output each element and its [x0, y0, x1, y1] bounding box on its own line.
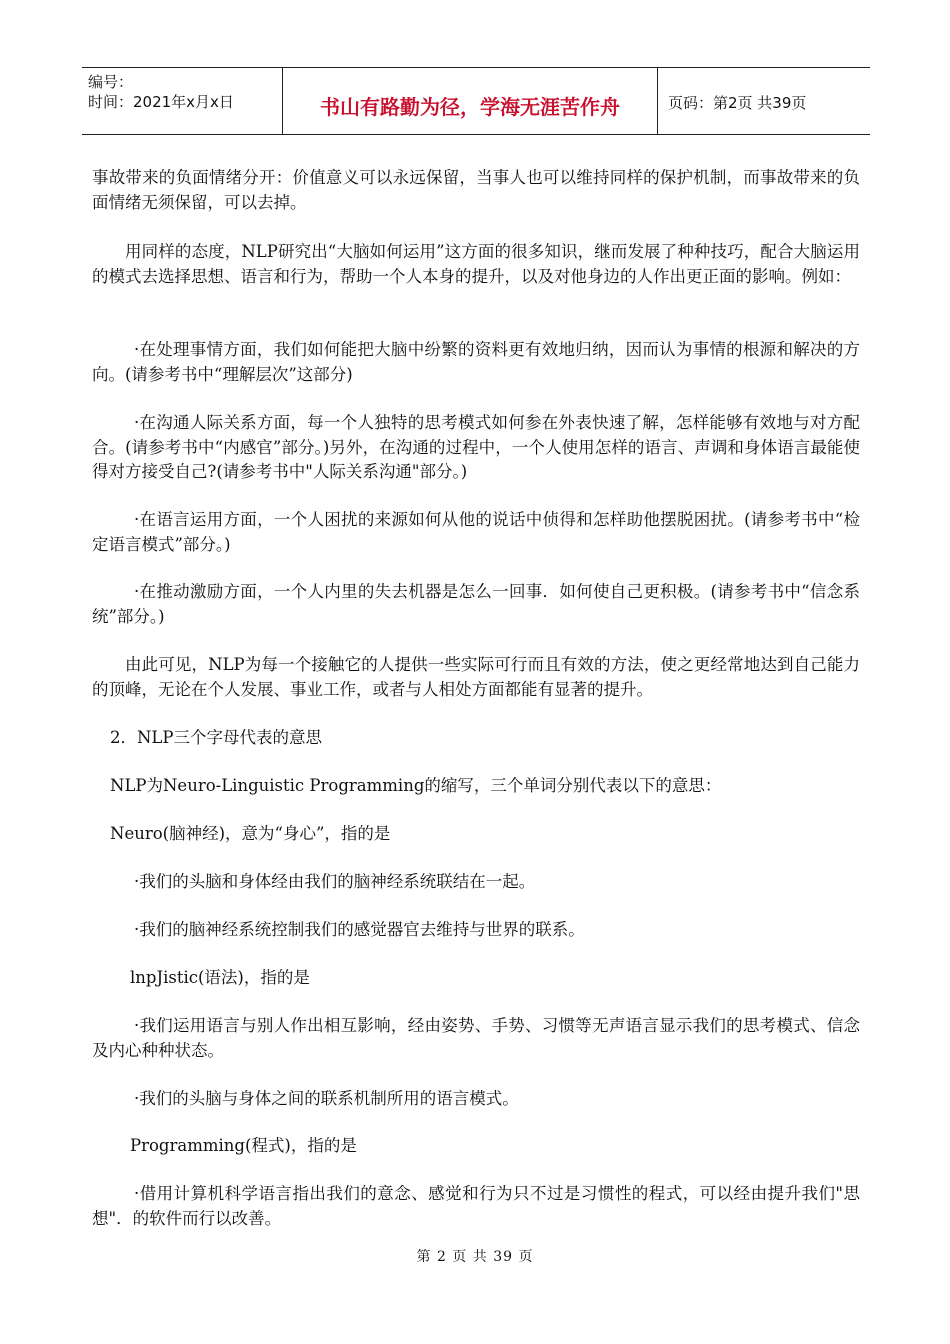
bullet-paragraph: ·借用计算机科学语言指出我们的意念、感觉和行为只不过是习惯性的程式，可以经由提升我们"思想"．的软件而行以改善。 — [92, 1184, 860, 1228]
bullet-paragraph: ·我们的脑神经系统控制我们的感觉器官去维持与世界的联系。 — [134, 920, 585, 939]
header-motto: 书山有路勤为径，学海无涯苦作舟 — [283, 68, 658, 134]
bullet-paragraph: ·在推动激励方面，一个人内里的失去机器是怎么一回事．如何使自己更积极。(请参考书中“信念系统”部分。) — [92, 582, 860, 626]
page-footer: 第 2 页 共 39 页 — [416, 1249, 534, 1265]
bullet-paragraph: ·在沟通人际关系方面，每一个人独特的思考模式如何参在外表快速了解，怎样能够有效地与对方配合。(请参考书中“内感官”部分。)另外，在沟通的过程中，一个人使用怎样的语言、声调和身体语言最能使得对方接受自己?(请参考书中"人际关系沟通"部分。) — [92, 413, 860, 481]
header-meta — [82, 68, 283, 134]
term-heading: Programming(程式)，指的是 — [130, 1136, 357, 1155]
bullet-paragraph: ·我们运用语言与别人作出相互影响，经由姿势、手势、习惯等无声语言显示我们的思考模式、信念及内心种种状态。 — [92, 1016, 860, 1060]
document-time-label: 时间：2021年x月x日 — [88, 93, 234, 111]
document-number-label: 编号： — [88, 73, 134, 91]
paragraph: 由此可见，NLP为每一个接触它的人提供一些实际可行而且有效的方法，使之更经常地达到自己能力的顶峰，无论在个人发展、事业工作，或者与人相处方面都能有显著的提升。 — [92, 655, 860, 699]
paragraph: 用同样的态度，NLP研究出“大脑如何运用”这方面的很多知识，继而发展了种种技巧，配合大脑运用的模式去选择思想、语言和行为，帮助一个人本身的提升，以及对他身边的人作出更正面的影响。例如： — [92, 242, 860, 286]
bullet-paragraph: ·我们的头脑和身体经由我们的脑神经系统联结在一起。 — [134, 872, 536, 891]
page-header — [82, 67, 870, 135]
term-heading: lnpJistic(语法)，指的是 — [130, 968, 310, 987]
header-page-number: 页码：第2页 共39页 — [668, 93, 807, 112]
paragraph: NLP为Neuro-Linguistic Programming的缩写，三个单词分别代表以下的意思： — [110, 776, 722, 795]
term-heading: Neuro(脑神经)，意为“身心”，指的是 — [110, 824, 391, 843]
bullet-paragraph: ·在语言运用方面，一个人困扰的来源如何从他的说话中侦得和怎样助他摆脱困扰。(请参考书中“检定语言模式”部分。) — [92, 510, 860, 554]
bullet-paragraph: ·我们的头脑与身体之间的联系机制所用的语言模式。 — [134, 1089, 519, 1108]
section-heading: 2．NLP三个字母代表的意思 — [110, 728, 322, 747]
paragraph: 事故带来的负面情绪分开：价值意义可以永远保留，当事人也可以维持同样的保护机制，而事故带来的负面情绪无须保留，可以去掉。 — [92, 168, 860, 212]
bullet-paragraph: ·在处理事情方面，我们如何能把大脑中纷繁的资料更有效地归纳，因而认为事情的根源和解决的方向。(请参考书中“理解层次”这部分) — [92, 340, 860, 384]
